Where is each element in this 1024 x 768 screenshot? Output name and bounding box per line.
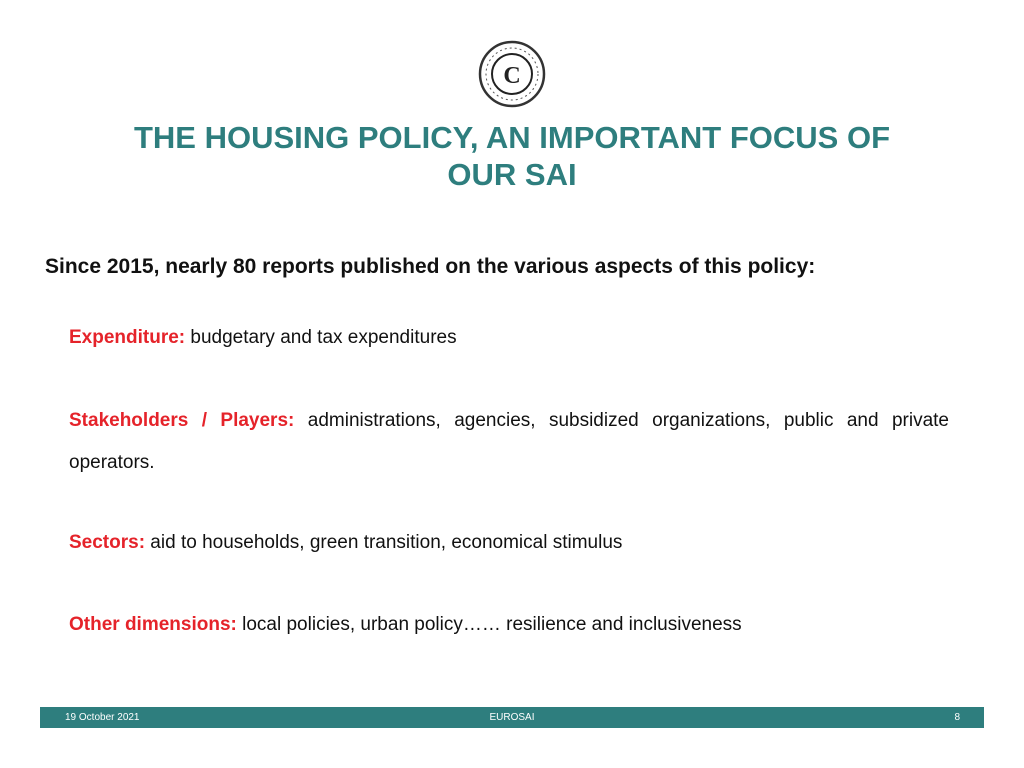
- footer-organization: EUROSAI: [489, 712, 535, 723]
- intro-text: Since 2015, nearly 80 reports published on the various aspects of this policy:: [45, 255, 816, 278]
- list-item-stakeholders: [69, 400, 949, 484]
- logo-letter: C: [503, 63, 521, 89]
- list-item-sectors: [69, 532, 949, 554]
- slide-title-line-1: THE HOUSING POLICY, AN IMPORTANT FOCUS OF: [133, 120, 891, 155]
- item-key: Sectors:: [69, 532, 146, 553]
- slide-title-line-2: OUR SAI: [447, 157, 577, 192]
- court-of-accounts-seal-icon: [478, 40, 546, 108]
- item-key: Expenditure:: [69, 327, 186, 348]
- page-number: 8: [954, 712, 960, 723]
- footer-bar: [40, 707, 984, 728]
- item-text: administrations, agencies, subsidized organizations, public and private operators.: [69, 410, 949, 473]
- item-key: Stakeholders / Players:: [69, 410, 295, 431]
- slide-title: [60, 119, 964, 193]
- item-text: budgetary and tax expenditures: [185, 327, 457, 348]
- list-item-expenditure: [69, 327, 949, 349]
- item-key: Other dimensions:: [69, 614, 237, 635]
- footer-date: 19 October 2021: [65, 712, 140, 723]
- item-text: local policies, urban policy…… resilience and inclusiveness: [236, 614, 742, 635]
- list-item-other-dimensions: [69, 614, 949, 636]
- logo: [478, 40, 546, 108]
- item-text: aid to households, green transition, economical stimulus: [145, 532, 623, 553]
